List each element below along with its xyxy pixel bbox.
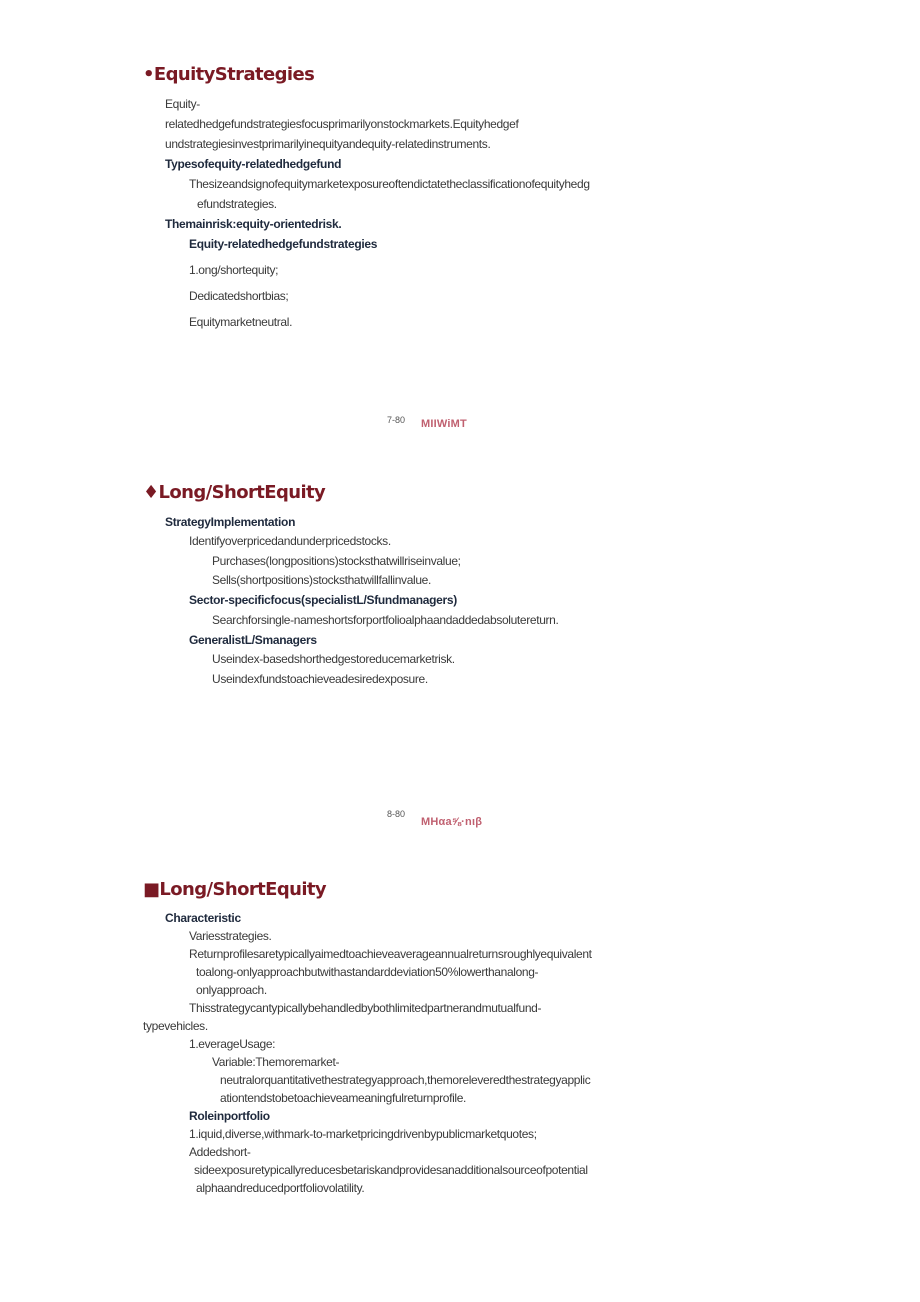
- slide3-text-line: onlyapproach.: [196, 983, 267, 997]
- slide3-text-line: Variesstrategies.: [189, 929, 272, 943]
- slide3-text-line: 1.iquid,diverse,withmark-to-marketpricingdrivenbypublicmarketquotes;: [189, 1127, 537, 1141]
- slide3-text-line: Returnprofilesaretypicallyaimedtoachieveaverageannualreturnsroughlyequivalent: [189, 947, 592, 961]
- strategies-heading: Equity-relatedhedgefundstrategies: [189, 237, 378, 251]
- slide1-text-line: Equity-: [165, 97, 200, 111]
- risk-heading: Themainrisk:equity-orientedrisk.: [165, 217, 342, 231]
- types-heading: Typesofequity-relatedhedgefund: [165, 157, 342, 171]
- slide2-text-line: Useindexfundstoachieveadesiredexposure.: [212, 672, 428, 686]
- slide3-title: ■Long/ShortEquity: [143, 879, 327, 900]
- slide2-text-line: Useindex-basedshorthedgestoreducemarketrisk.: [212, 652, 455, 666]
- slide2-title: ♦Long/ShortEquity: [143, 482, 326, 503]
- footer-logo: MHαa⅝·nιβ: [421, 816, 483, 828]
- slide3-text-line: Variable:Themoremarket-: [212, 1055, 340, 1069]
- slide1-text-line: relatedhedgefundstrategiesfocusprimarilyonstockmarkets.Equityhedgef: [165, 117, 519, 131]
- slide1-text-line: undstrategiesinvestprimarilyinequityandequity-relatedinstruments.: [165, 137, 491, 151]
- slide3-text-line: 1.everageUsage:: [189, 1037, 276, 1051]
- slide3-text-line: alphaandreducedportfoliovolatility.: [196, 1181, 365, 1195]
- characteristic-heading: Characteristic: [165, 911, 241, 925]
- slide3-text-line: Addedshort-: [189, 1145, 251, 1159]
- sector-heading: Sector-specificfocus(specialistL/Sfundmanagers): [189, 593, 457, 607]
- strategy-list-item: Dedicatedshortbias;: [189, 289, 289, 303]
- strategy-list-item: 1.ong/shortequity;: [189, 263, 279, 277]
- slide1-text-line: Thesizeandsignofequitymarketexposureoftendictatetheclassificationofequityhedg: [189, 177, 590, 191]
- implementation-heading: StrategyImplementation: [165, 515, 296, 529]
- slide3-text-line: neutralorquantitativethestrategyapproach,themoreleveredthestrategyapplic: [220, 1073, 591, 1087]
- slide1-text-line: efundstrategies.: [197, 197, 277, 211]
- slide2-text-line: Searchforsingle-nameshortsforportfolioalphaandaddedabsolutereturn.: [212, 613, 559, 627]
- slide3-text-line: typevehicles.: [143, 1019, 208, 1033]
- role-heading: Roleinportfolio: [189, 1109, 270, 1123]
- strategy-list-item: Equitymarketneutral.: [189, 315, 293, 329]
- slide2-text-line: Sells(shortpositions)stocksthatwillfallinvalue.: [212, 573, 431, 587]
- generalist-heading: GeneralistL/Smanagers: [189, 633, 317, 647]
- footer-logo: MIIWiMT: [421, 418, 467, 430]
- slide3-text-line: Thisstrategycantypicallybehandledbybothlimitedpartnerandmutualfund-: [189, 1001, 542, 1015]
- slide3-text-line: toalong-onlyapproachbutwithastandarddeviation50%lowerthanalong-: [196, 965, 539, 979]
- page-number: 7-80: [387, 415, 406, 425]
- slide2-text-line: Identifyoverpricedandunderpricedstocks.: [189, 534, 391, 548]
- slide1-title: •EquityStrategies: [143, 64, 315, 85]
- slide3-text-line: sideexposuretypicallyreducesbetariskandprovidesanadditionalsourceofpotential: [194, 1163, 588, 1177]
- slide3-text-line: ationtendstobetoachieveameaningfulreturnprofile.: [220, 1091, 467, 1105]
- slide2-text-line: Purchases(longpositions)stocksthatwillriseinvalue;: [212, 554, 461, 568]
- page-number: 8-80: [387, 809, 406, 819]
